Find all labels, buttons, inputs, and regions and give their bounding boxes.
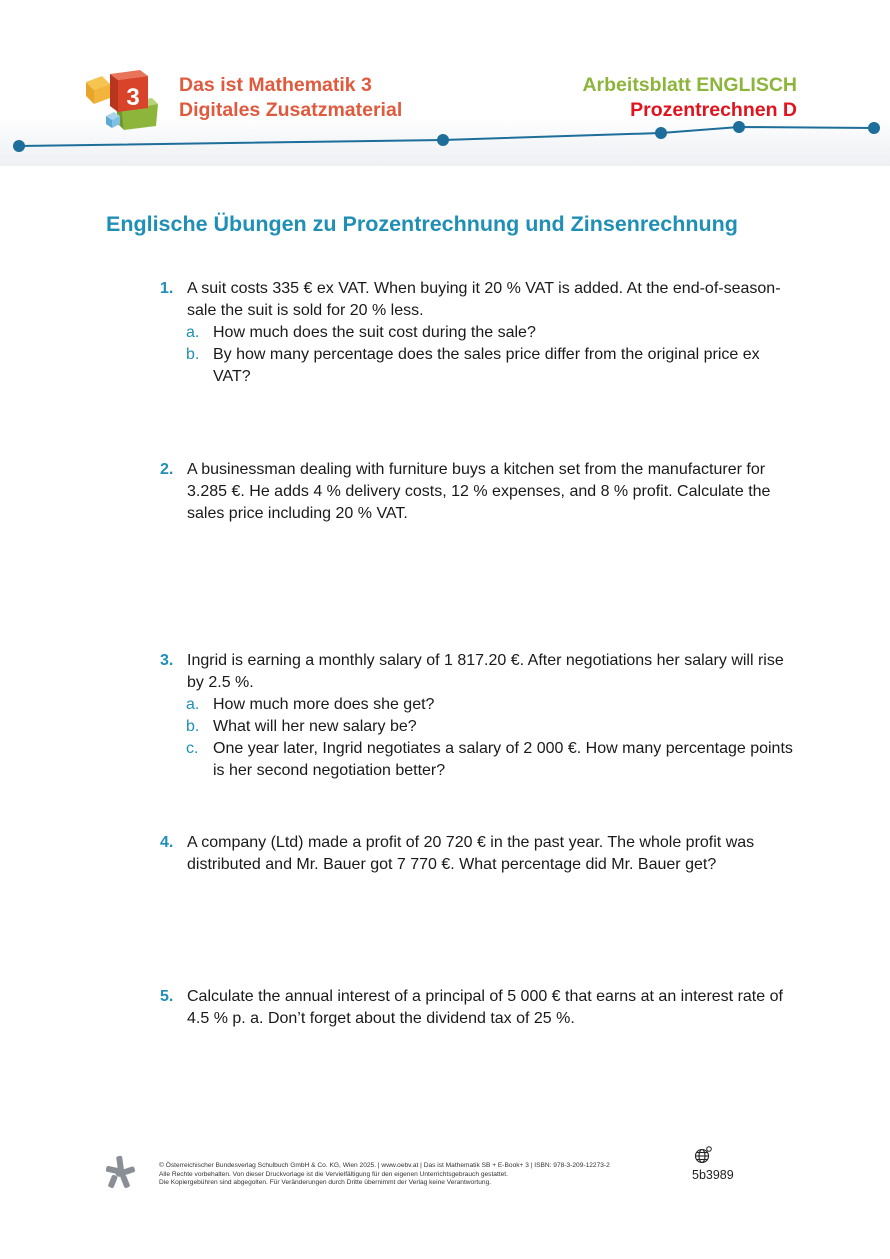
subtask-text: How much does the suit cost during the sale? xyxy=(213,324,536,341)
subtask-3a xyxy=(186,694,800,716)
subtask-1b xyxy=(186,344,800,388)
topic-label: Prozentrechnen D xyxy=(630,99,797,121)
subtask-letter: c. xyxy=(186,740,199,757)
subtask-text: By how many percentage does the sales price differ from the original price ex VAT? xyxy=(213,346,760,385)
timeline-dot xyxy=(437,134,449,146)
book-title: Das ist Mathematik 3 xyxy=(179,74,372,96)
sheet-label: Arbeitsblatt ENGLISCH xyxy=(582,74,797,96)
subtask-1a xyxy=(186,322,800,344)
subtask-3b xyxy=(186,716,800,738)
timeline-dot xyxy=(733,121,745,133)
task-4 xyxy=(160,832,800,876)
footer-copyright xyxy=(159,1162,689,1188)
task-number: 5. xyxy=(160,988,174,1005)
task-number: 3. xyxy=(160,652,174,669)
sheet-title-block xyxy=(582,73,797,123)
timeline-dot xyxy=(13,140,25,152)
footer-line: © Österreichischer Bundesverlag Schulbuch GmbH & Co. KG, Wien 2025. | www.oebv.at | Das ist Mathematik SB + E-Book+ 3 | ISBN: 978-3-209-12273-2 xyxy=(159,1162,610,1169)
task-number: 2. xyxy=(160,461,174,478)
subtask-text: How much more does she get? xyxy=(213,696,435,713)
subtask-3c xyxy=(186,738,800,782)
subtask-letter: a. xyxy=(186,696,200,713)
timeline-dot xyxy=(868,122,880,134)
timeline-dot xyxy=(655,127,667,139)
subtask-text: What will her new salary be? xyxy=(213,718,417,735)
globe-icon[interactable] xyxy=(694,1146,712,1164)
book-subtitle: Digitales Zusatzmaterial xyxy=(179,99,403,121)
task-5 xyxy=(160,986,800,1030)
task-2 xyxy=(160,459,800,525)
footer-line: Alle Rechte vorbehalten. Von dieser Druckvorlage ist die Vervielfältigung für den eigenen Unterrichtsgebrauch gestattet. xyxy=(159,1170,508,1178)
task-number: 4. xyxy=(160,834,174,851)
task-text: Ingrid is earning a monthly salary of 1 817.20 €. After negotiations her salary will rise by 2.5 %. xyxy=(187,652,784,691)
task-number: 1. xyxy=(160,280,174,297)
footer-line: Die Kopiergebühren sind abgegolten. Für Veränderungen durch Dritte übernimmt der Verlag keine Verantwortung. xyxy=(159,1179,492,1187)
publisher-logo-icon xyxy=(104,1155,136,1189)
subtask-letter: b. xyxy=(186,346,200,363)
subtask-letter: b. xyxy=(186,718,200,735)
timeline-line xyxy=(0,118,890,158)
book-title-block xyxy=(179,73,402,123)
task-text: Calculate the annual interest of a principal of 5 000 € that earns at an interest rate of 4.5 % p. a. Don’t forget about the dividend tax of 25 %. xyxy=(187,988,783,1027)
page-heading: Englische Übungen zu Prozentrechnung und Zinsenrechnung xyxy=(106,212,738,236)
task-1 xyxy=(160,278,800,388)
subtask-text: One year later, Ingrid negotiates a salary of 2 000 €. How many percentage points is her second negotiation better? xyxy=(213,740,793,779)
logo-digit: 3 xyxy=(126,84,140,111)
task-3 xyxy=(160,650,800,782)
task-text: A suit costs 335 € ex VAT. When buying it 20 % VAT is added. At the end-of-season-sale the suit is sold for 20 % less. xyxy=(187,280,781,319)
task-text: A company (Ltd) made a profit of 20 720 € in the past year. The whole profit was distributed and Mr. Bauer got 7 770 €. What percentage did Mr. Bauer get? xyxy=(187,834,755,873)
subtask-letter: a. xyxy=(186,324,200,341)
task-text: A businessman dealing with furniture buys a kitchen set from the manufacturer for 3.285 €. He adds 4 % delivery costs, 12 % expenses, and 8 % profit. Calculate the sales price including 20 % VAT. xyxy=(187,461,771,522)
online-code[interactable]: 5b3989 xyxy=(692,1168,734,1182)
